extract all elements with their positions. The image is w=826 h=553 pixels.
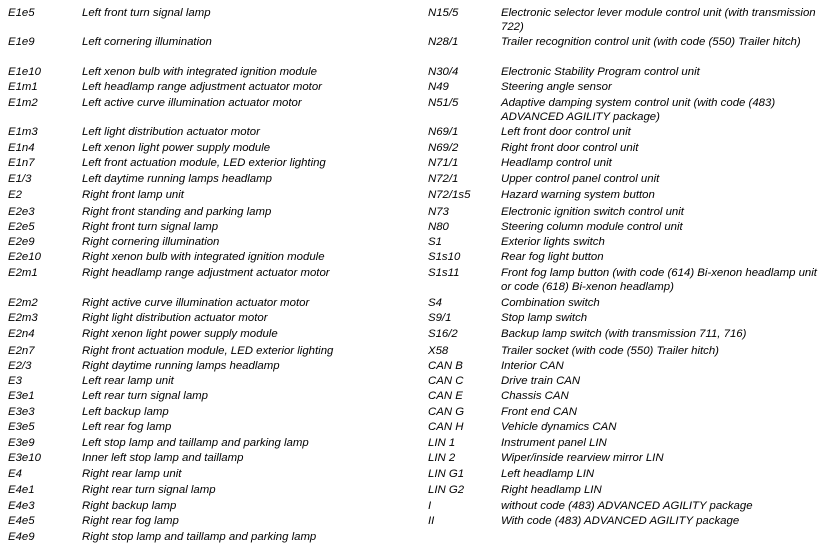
legend-code: E3e5 [8, 421, 35, 433]
legend-description: Wiper/inside rearview mirror LIN [501, 452, 664, 464]
legend-description: Right front actuation module, LED exterior lighting [82, 345, 334, 357]
legend-description: Left rear turn signal lamp [82, 390, 208, 402]
legend-description: Rear fog light button [501, 251, 604, 263]
legend-description: Exterior lights switch [501, 236, 605, 248]
legend-description: Left rear lamp unit [82, 375, 174, 387]
legend-code: S9/1 [428, 312, 452, 324]
legend-description: Right rear lamp unit [82, 468, 182, 480]
legend-code: N30/4 [428, 66, 459, 78]
legend-description: Right xenon light power supply module [82, 328, 278, 340]
legend-description: Right front lamp unit [82, 189, 184, 201]
legend-description: Right backup lamp [82, 500, 177, 512]
legend-code: E2/3 [8, 360, 32, 372]
legend-code: E1m1 [8, 81, 38, 93]
legend-code: N72/1s5 [428, 189, 471, 201]
legend-description: Headlamp control unit [501, 157, 612, 169]
legend-code: X58 [428, 345, 449, 357]
legend-description: Left backup lamp [82, 406, 169, 418]
legend-code: E3e9 [8, 437, 35, 449]
legend-description: Electronic Stability Program control unit [501, 66, 700, 78]
legend-description: Left rear fog lamp [82, 421, 172, 433]
legend-description: Trailer recognition control unit (with code (550) Trailer hitch) [501, 36, 801, 48]
legend-code: E2 [8, 189, 22, 201]
legend-description: Left daytime running lamps headlamp [82, 173, 272, 185]
legend-description: Left cornering illumination [82, 36, 212, 48]
legend-description: Right rear turn signal lamp [82, 484, 216, 496]
legend-code: CAN B [428, 360, 463, 372]
legend-description: Left front actuation module, LED exterior lighting [82, 157, 326, 169]
legend-description: With code (483) ADVANCED AGILITY package [501, 515, 740, 527]
legend-description: Front end CAN [501, 406, 577, 418]
legend-code: N51/5 [428, 97, 459, 109]
legend-description: Right front door control unit [501, 142, 639, 154]
legend-description: Front fog lamp button (with code (614) Bi-xenon headlamp unit or code (618) Bi-xenon headlamp) [501, 267, 817, 293]
legend-code: CAN C [428, 375, 464, 387]
legend-code: N80 [428, 221, 449, 233]
legend-description: Right front standing and parking lamp [82, 206, 272, 218]
legend-description: Left stop lamp and taillamp and parking lamp [82, 437, 309, 449]
legend-code: E4e1 [8, 484, 35, 496]
legend-code: I [428, 500, 432, 512]
legend-description: Right front turn signal lamp [82, 221, 219, 233]
legend-description: Left headlamp LIN [501, 468, 595, 480]
legend-description: Right headlamp range adjustment actuator motor [82, 267, 330, 279]
legend-code: E1e5 [8, 7, 35, 19]
legend-description: Chassis CAN [501, 390, 569, 402]
legend-code: E4e5 [8, 515, 35, 527]
legend-code: S1s11 [428, 267, 460, 279]
legend-code: E3 [8, 375, 22, 387]
legend-code: S16/2 [428, 328, 458, 340]
legend-description: Right rear fog lamp [82, 515, 179, 527]
legend-code: CAN G [428, 406, 465, 418]
legend-code: E2n7 [8, 345, 35, 357]
legend-code: CAN H [428, 421, 464, 433]
legend-description: Left front turn signal lamp [82, 7, 211, 19]
legend-description: Electronic selector lever module control unit (with transmission 722) [501, 7, 816, 33]
legend-code: E3e10 [8, 452, 41, 464]
legend-description: Drive train CAN [501, 375, 581, 387]
legend-description: Stop lamp switch [501, 312, 588, 324]
legend-code: E1e10 [8, 66, 41, 78]
legend-code: N73 [428, 206, 449, 218]
legend-description: Right light distribution actuator motor [82, 312, 268, 324]
legend-description: Right xenon bulb with integrated ignition module [82, 251, 325, 263]
legend-description: Left light distribution actuator motor [82, 126, 260, 138]
legend-code: E1m2 [8, 97, 38, 109]
legend-description: Left xenon light power supply module [82, 142, 271, 154]
legend-description: Inner left stop lamp and taillamp [82, 452, 244, 464]
legend-code: N49 [428, 81, 449, 93]
legend-code: E2m2 [8, 297, 38, 309]
legend-description: Hazard warning system button [501, 189, 655, 201]
legend-code: E1n7 [8, 157, 35, 169]
legend-description: Vehicle dynamics CAN [501, 421, 617, 433]
legend-description: Right stop lamp and taillamp and parking lamp [82, 531, 317, 543]
legend-code: LIN G2 [428, 484, 465, 496]
legend-code: E1m3 [8, 126, 38, 138]
legend-code: II [428, 515, 435, 527]
legend-code: E1e9 [8, 36, 35, 48]
legend-code: N15/5 [428, 7, 459, 19]
legend-description: Right headlamp LIN [501, 484, 602, 496]
legend-code: E1n4 [8, 142, 35, 154]
legend-description: Left xenon bulb with integrated ignition module [82, 66, 317, 78]
legend-description: Steering angle sensor [501, 81, 612, 93]
legend-description: Trailer socket (with code (550) Trailer hitch) [501, 345, 719, 357]
legend-code: N28/1 [428, 36, 459, 48]
legend-description: Right active curve illumination actuator motor [82, 297, 310, 309]
legend-code: E4 [8, 468, 22, 480]
legend-description: Combination switch [501, 297, 600, 309]
legend-description: without code (483) ADVANCED AGILITY package [501, 500, 753, 512]
legend-code: E3e3 [8, 406, 35, 418]
legend-description: Right daytime running lamps headlamp [82, 360, 280, 372]
legend-description: Adaptive damping system control unit (with code (483) ADVANCED AGILITY package) [501, 97, 776, 123]
legend-code: S1 [428, 236, 442, 248]
legend-code: E3e1 [8, 390, 35, 402]
legend-code: E2e10 [8, 251, 41, 263]
legend-description: Left headlamp range adjustment actuator motor [82, 81, 322, 93]
legend-code: E2e5 [8, 221, 35, 233]
legend-description: Left active curve illumination actuator motor [82, 97, 302, 109]
legend-description: Interior CAN [501, 360, 564, 372]
legend-code: LIN G1 [428, 468, 465, 480]
legend-code: E2e9 [8, 236, 35, 248]
legend-code: N71/1 [428, 157, 459, 169]
legend-code: N69/2 [428, 142, 459, 154]
legend-code: LIN 2 [428, 452, 456, 464]
legend-code: E2m3 [8, 312, 38, 324]
legend-description: Backup lamp switch (with transmission 711, 716) [501, 328, 747, 340]
legend-description: Steering column module control unit [501, 221, 683, 233]
legend-code: N69/1 [428, 126, 459, 138]
legend-code: E4e9 [8, 531, 35, 543]
legend-code: CAN E [428, 390, 463, 402]
legend-code: S4 [428, 297, 442, 309]
legend-code: N72/1 [428, 173, 459, 185]
legend-description: Right cornering illumination [82, 236, 220, 248]
legend-code: E2m1 [8, 267, 38, 279]
legend-code: E4e3 [8, 500, 35, 512]
legend-description: Left front door control unit [501, 126, 631, 138]
legend-description: Upper control panel control unit [501, 173, 660, 185]
legend-code: LIN 1 [428, 437, 456, 449]
legend-description: Electronic ignition switch control unit [501, 206, 684, 218]
legend-description: Instrument panel LIN [501, 437, 607, 449]
legend-code: E2n4 [8, 328, 35, 340]
legend-code: S1s10 [428, 251, 461, 263]
legend-code: E1/3 [8, 173, 32, 185]
legend-code: E2e3 [8, 206, 35, 218]
